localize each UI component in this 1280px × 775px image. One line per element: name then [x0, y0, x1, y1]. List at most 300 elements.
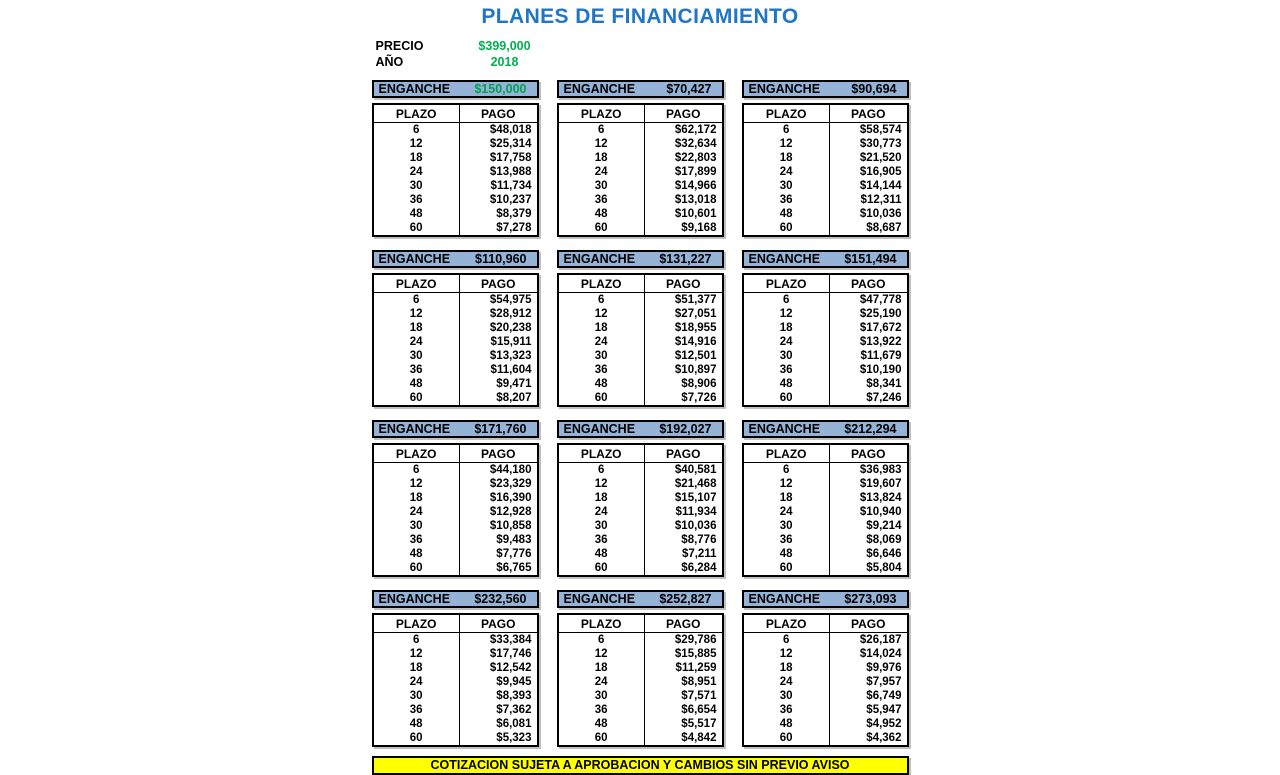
plazo-column-header: PLAZO — [559, 445, 645, 462]
table-row — [559, 179, 722, 193]
plazo-cell: 24 — [744, 505, 830, 519]
table-row — [744, 731, 907, 745]
pago-cell: $10,897 — [674, 364, 717, 376]
plazo-cell: 36 — [744, 533, 830, 547]
pago-cell: $8,951 — [681, 676, 717, 688]
pago-cell: $15,911 — [490, 336, 532, 348]
payment-table — [372, 273, 539, 407]
table-row — [559, 689, 722, 703]
enganche-label: ENGANCHE — [748, 252, 821, 266]
plan-block — [557, 250, 724, 407]
table-row — [374, 505, 537, 519]
table-row — [559, 561, 722, 575]
plazo-cell: 60 — [559, 731, 645, 745]
payment-table — [557, 443, 724, 577]
table-row — [559, 123, 722, 137]
pago-cell: $20,238 — [489, 322, 532, 334]
table-row — [374, 689, 537, 703]
table-row — [559, 675, 722, 689]
plan-block — [557, 80, 724, 237]
plazo-cell: 60 — [559, 561, 645, 575]
pago-cell: $11,679 — [860, 350, 902, 362]
table-row — [559, 463, 722, 477]
pago-column-header: PAGO — [850, 106, 886, 121]
pago-cell: $6,749 — [866, 690, 902, 702]
plazo-cell: 48 — [374, 547, 460, 561]
table-row — [744, 207, 907, 221]
pago-column-header: PAGO — [850, 446, 886, 461]
pago-cell: $47,778 — [859, 294, 902, 306]
plazo-cell: 6 — [744, 633, 830, 647]
pago-cell: $15,885 — [674, 648, 717, 660]
table-row — [744, 633, 907, 647]
pago-cell: $8,341 — [866, 378, 902, 390]
plazo-cell: 48 — [559, 207, 645, 221]
table-row — [744, 561, 907, 575]
pago-cell: $8,776 — [681, 534, 717, 546]
plazo-cell: 12 — [374, 137, 460, 151]
pago-cell: $10,601 — [674, 208, 717, 220]
table-row — [559, 717, 722, 731]
table-row — [559, 505, 722, 519]
pago-cell: $12,501 — [674, 350, 717, 362]
plazo-cell: 30 — [374, 179, 460, 193]
pago-cell: $8,687 — [866, 222, 902, 234]
enganche-value: $192,027 — [659, 422, 712, 436]
table-row — [559, 207, 722, 221]
enganche-value: $90,694 — [851, 82, 897, 96]
pago-cell: $11,734 — [490, 180, 532, 192]
table-header-row — [374, 615, 537, 633]
table-row — [559, 547, 722, 561]
plazo-cell: 30 — [744, 349, 830, 363]
enganche-header — [742, 80, 909, 98]
table-row — [374, 207, 537, 221]
price-info-block — [376, 38, 909, 70]
pago-column-header: PAGO — [850, 276, 886, 291]
ano-label: AÑO — [375, 55, 404, 69]
pago-cell: $33,384 — [489, 634, 532, 646]
pago-cell: $9,945 — [496, 676, 532, 688]
enganche-value: $212,294 — [844, 422, 897, 436]
table-row — [744, 165, 907, 179]
enganche-label: ENGANCHE — [563, 422, 636, 436]
plan-block — [557, 420, 724, 577]
table-row — [374, 137, 537, 151]
plazo-cell: 24 — [374, 335, 460, 349]
table-row — [744, 703, 907, 717]
plazo-cell: 60 — [374, 221, 460, 235]
payment-table — [372, 613, 539, 747]
plazo-cell: 6 — [559, 123, 645, 137]
table-row — [374, 221, 537, 235]
plan-block — [372, 250, 539, 407]
table-header-row — [744, 275, 907, 293]
pago-cell: $10,190 — [859, 364, 902, 376]
plazo-cell: 60 — [559, 391, 645, 405]
pago-cell: $5,517 — [681, 718, 717, 730]
table-row — [559, 731, 722, 745]
pago-cell: $13,323 — [489, 350, 532, 362]
plazo-cell: 60 — [744, 731, 830, 745]
payment-table — [742, 613, 909, 747]
pago-cell: $8,207 — [496, 392, 532, 404]
table-row — [374, 151, 537, 165]
table-body — [559, 633, 722, 745]
plazo-cell: 30 — [744, 689, 830, 703]
plazo-cell: 48 — [374, 207, 460, 221]
table-row — [374, 463, 537, 477]
table-row — [374, 349, 537, 363]
enganche-label: ENGANCHE — [748, 82, 821, 96]
enganche-value: $131,227 — [659, 252, 712, 266]
enganche-value: $70,427 — [666, 82, 712, 96]
table-row — [559, 633, 722, 647]
plazo-cell: 48 — [559, 717, 645, 731]
precio-value: $399,000 — [478, 39, 531, 53]
pago-cell: $29,786 — [674, 634, 717, 646]
pago-cell: $13,988 — [489, 166, 532, 178]
enganche-label: ENGANCHE — [563, 592, 636, 606]
plazo-cell: 24 — [559, 675, 645, 689]
plazo-cell: 24 — [374, 505, 460, 519]
plazo-cell: 12 — [559, 647, 645, 661]
enganche-value: $151,494 — [844, 252, 897, 266]
enganche-header — [557, 80, 724, 98]
table-row — [374, 165, 537, 179]
enganche-value: $110,960 — [475, 252, 527, 266]
table-row — [744, 179, 907, 193]
financing-sheet — [372, 0, 909, 775]
table-row — [559, 137, 722, 151]
plazo-column-header: PLAZO — [744, 445, 830, 462]
payment-table — [742, 443, 909, 577]
pago-cell: $54,975 — [489, 294, 532, 306]
enganche-header — [557, 420, 724, 438]
table-header-row — [559, 275, 722, 293]
plazo-column-header: PLAZO — [559, 105, 645, 122]
plan-block — [742, 420, 909, 577]
table-row — [744, 661, 907, 675]
pago-cell: $58,574 — [859, 124, 902, 136]
page-title: PLANES DE FINANCIAMIENTO — [481, 5, 799, 28]
disclaimer-banner: COTIZACION SUJETA A APROBACION Y CAMBIOS SIN PREVIO AVISO — [372, 756, 909, 775]
pago-cell: $4,362 — [866, 732, 902, 744]
pago-cell: $16,390 — [489, 492, 532, 504]
plazo-column-header: PLAZO — [744, 275, 830, 292]
pago-column-header: PAGO — [665, 276, 701, 291]
plazo-cell: 18 — [559, 321, 645, 335]
table-row — [559, 335, 722, 349]
table-row — [559, 661, 722, 675]
table-row — [744, 477, 907, 491]
plazo-cell: 36 — [374, 703, 460, 717]
pago-cell: $27,051 — [674, 308, 717, 320]
pago-column-header: PAGO — [480, 276, 516, 291]
plazo-cell: 48 — [374, 377, 460, 391]
plazo-cell: 24 — [744, 165, 830, 179]
table-header-row — [559, 615, 722, 633]
table-row — [744, 391, 907, 405]
pago-cell: $19,607 — [859, 478, 902, 490]
plan-block — [742, 590, 909, 747]
precio-row — [376, 38, 909, 54]
table-row — [374, 633, 537, 647]
table-row — [744, 491, 907, 505]
plazo-column-header: PLAZO — [559, 275, 645, 292]
plazo-cell: 18 — [374, 151, 460, 165]
pago-cell: $17,899 — [674, 166, 717, 178]
plazo-cell: 12 — [374, 647, 460, 661]
pago-cell: $12,542 — [489, 662, 532, 674]
plazo-cell: 12 — [744, 307, 830, 321]
table-row — [744, 505, 907, 519]
payment-table — [742, 103, 909, 237]
pago-cell: $16,905 — [859, 166, 902, 178]
pago-cell: $11,604 — [490, 364, 532, 376]
pago-cell: $7,571 — [681, 690, 717, 702]
plazo-cell: 30 — [374, 519, 460, 533]
table-row — [559, 193, 722, 207]
plan-block — [742, 250, 909, 407]
table-row — [374, 533, 537, 547]
pago-cell: $25,190 — [859, 308, 902, 320]
plan-block — [557, 590, 724, 747]
plazo-cell: 18 — [744, 321, 830, 335]
pago-cell: $8,393 — [496, 690, 532, 702]
table-row — [559, 647, 722, 661]
pago-cell: $8,906 — [681, 378, 717, 390]
plazo-cell: 60 — [374, 561, 460, 575]
table-row — [559, 377, 722, 391]
pago-column-header: PAGO — [665, 446, 701, 461]
pago-cell: $26,187 — [859, 634, 902, 646]
plazo-cell: 36 — [559, 193, 645, 207]
pago-cell: $10,237 — [489, 194, 532, 206]
pago-cell: $8,379 — [496, 208, 532, 220]
plazo-cell: 60 — [559, 221, 645, 235]
ano-value: 2018 — [490, 55, 519, 69]
payment-table — [557, 613, 724, 747]
plazo-column-header: PLAZO — [374, 275, 460, 292]
table-body — [374, 633, 537, 745]
plazo-column-header: PLAZO — [559, 615, 645, 632]
pago-cell: $51,377 — [674, 294, 717, 306]
table-row — [559, 321, 722, 335]
pago-cell: $5,323 — [496, 732, 532, 744]
table-body — [744, 293, 907, 405]
enganche-header — [742, 420, 909, 438]
plazo-cell: 48 — [744, 207, 830, 221]
pago-cell: $13,018 — [674, 194, 717, 206]
pago-cell: $7,726 — [681, 392, 717, 404]
plazo-column-header: PLAZO — [744, 105, 830, 122]
pago-cell: $7,211 — [681, 548, 717, 560]
plazo-cell: 48 — [744, 377, 830, 391]
pago-column-header: PAGO — [480, 616, 516, 631]
table-row — [559, 221, 722, 235]
plazo-cell: 6 — [744, 293, 830, 307]
plazo-cell: 12 — [744, 477, 830, 491]
plazo-cell: 12 — [559, 137, 645, 151]
pago-cell: $48,018 — [489, 124, 532, 136]
pago-cell: $30,773 — [859, 138, 902, 150]
pago-cell: $10,858 — [489, 520, 532, 532]
table-row — [374, 491, 537, 505]
plazo-cell: 6 — [374, 463, 460, 477]
pago-cell: $14,024 — [859, 648, 902, 660]
plazo-cell: 30 — [744, 179, 830, 193]
table-row — [559, 391, 722, 405]
table-row — [374, 321, 537, 335]
enganche-value: $232,560 — [474, 592, 527, 606]
plan-block — [372, 80, 539, 237]
plazo-cell: 48 — [559, 547, 645, 561]
plazo-column-header: PLAZO — [374, 615, 460, 632]
table-row — [374, 519, 537, 533]
pago-cell: $8,069 — [866, 534, 902, 546]
plazo-cell: 24 — [374, 165, 460, 179]
pago-cell: $6,646 — [866, 548, 902, 560]
table-row — [744, 137, 907, 151]
table-header-row — [559, 445, 722, 463]
plazo-cell: 12 — [744, 647, 830, 661]
enganche-value: $171,760 — [474, 422, 527, 436]
plazo-cell: 6 — [374, 123, 460, 137]
table-row — [374, 307, 537, 321]
pago-cell: $17,758 — [489, 152, 532, 164]
enganche-label: ENGANCHE — [563, 252, 636, 266]
table-row — [744, 377, 907, 391]
pago-cell: $7,278 — [496, 222, 532, 234]
table-row — [374, 547, 537, 561]
plazo-cell: 36 — [374, 533, 460, 547]
pago-cell: $25,314 — [489, 138, 532, 150]
plazo-cell: 36 — [559, 533, 645, 547]
pago-cell: $11,934 — [675, 506, 717, 518]
table-body — [374, 293, 537, 405]
pago-cell: $44,180 — [489, 464, 532, 476]
table-header-row — [559, 105, 722, 123]
table-row — [374, 561, 537, 575]
table-body — [744, 463, 907, 575]
plazo-cell: 30 — [559, 179, 645, 193]
pago-cell: $9,168 — [681, 222, 717, 234]
table-row — [374, 647, 537, 661]
pago-cell: $7,776 — [496, 548, 532, 560]
plazo-cell: 48 — [744, 717, 830, 731]
pago-cell: $4,842 — [681, 732, 717, 744]
table-row — [744, 463, 907, 477]
pago-cell: $13,922 — [859, 336, 902, 348]
enganche-value: $252,827 — [659, 592, 712, 606]
table-body — [744, 633, 907, 745]
plazo-cell: 18 — [744, 661, 830, 675]
table-header-row — [374, 445, 537, 463]
pago-cell: $6,081 — [496, 718, 532, 730]
pago-cell: $6,284 — [681, 562, 717, 574]
pago-cell: $9,976 — [866, 662, 902, 674]
plazo-cell: 18 — [559, 491, 645, 505]
table-row — [374, 293, 537, 307]
plazo-cell: 24 — [559, 165, 645, 179]
enganche-header — [742, 590, 909, 608]
table-row — [744, 193, 907, 207]
plazo-cell: 30 — [374, 349, 460, 363]
enganche-label: ENGANCHE — [378, 252, 451, 266]
table-body — [559, 123, 722, 235]
pago-column-header: PAGO — [665, 106, 701, 121]
table-row — [559, 477, 722, 491]
pago-column-header: PAGO — [480, 106, 516, 121]
table-row — [374, 377, 537, 391]
pago-column-header: PAGO — [850, 616, 886, 631]
table-row — [374, 363, 537, 377]
table-row — [559, 349, 722, 363]
plazo-cell: 36 — [559, 703, 645, 717]
plazo-cell: 36 — [374, 193, 460, 207]
table-row — [744, 221, 907, 235]
plazo-cell: 60 — [744, 561, 830, 575]
enganche-header — [372, 250, 539, 268]
table-row — [744, 717, 907, 731]
plazo-cell: 18 — [559, 661, 645, 675]
pago-cell: $14,966 — [674, 180, 717, 192]
pago-cell: $23,329 — [489, 478, 532, 490]
pago-cell: $17,746 — [489, 648, 532, 660]
table-row — [374, 179, 537, 193]
pago-cell: $62,172 — [674, 124, 717, 136]
plazo-cell: 18 — [559, 151, 645, 165]
payment-table — [557, 273, 724, 407]
plans-grid — [372, 80, 909, 747]
plazo-cell: 18 — [744, 491, 830, 505]
enganche-header — [557, 250, 724, 268]
table-row — [744, 689, 907, 703]
pago-cell: $9,214 — [866, 520, 902, 532]
pago-cell: $10,036 — [674, 520, 717, 532]
plazo-cell: 18 — [374, 321, 460, 335]
pago-cell: $6,654 — [681, 704, 717, 716]
plazo-cell: 36 — [744, 703, 830, 717]
payment-table — [372, 443, 539, 577]
plan-block — [372, 420, 539, 577]
pago-cell: $10,036 — [859, 208, 902, 220]
plazo-cell: 36 — [374, 363, 460, 377]
table-header-row — [744, 445, 907, 463]
plazo-cell: 48 — [559, 377, 645, 391]
plazo-column-header: PLAZO — [374, 445, 460, 462]
enganche-label: ENGANCHE — [563, 82, 636, 96]
pago-cell: $21,468 — [674, 478, 717, 490]
table-row — [559, 293, 722, 307]
payment-table — [742, 273, 909, 407]
plazo-cell: 48 — [374, 717, 460, 731]
enganche-label: ENGANCHE — [378, 422, 451, 436]
table-row — [374, 717, 537, 731]
pago-cell: $21,520 — [859, 152, 902, 164]
ano-row — [376, 54, 909, 70]
table-row — [374, 661, 537, 675]
plazo-cell: 60 — [744, 391, 830, 405]
pago-column-header: PAGO — [665, 616, 701, 631]
plazo-cell: 6 — [744, 123, 830, 137]
pago-cell: $11,259 — [675, 662, 717, 674]
pago-cell: $7,362 — [496, 704, 532, 716]
table-row — [744, 307, 907, 321]
enganche-value: $273,093 — [844, 592, 897, 606]
plazo-cell: 60 — [374, 731, 460, 745]
